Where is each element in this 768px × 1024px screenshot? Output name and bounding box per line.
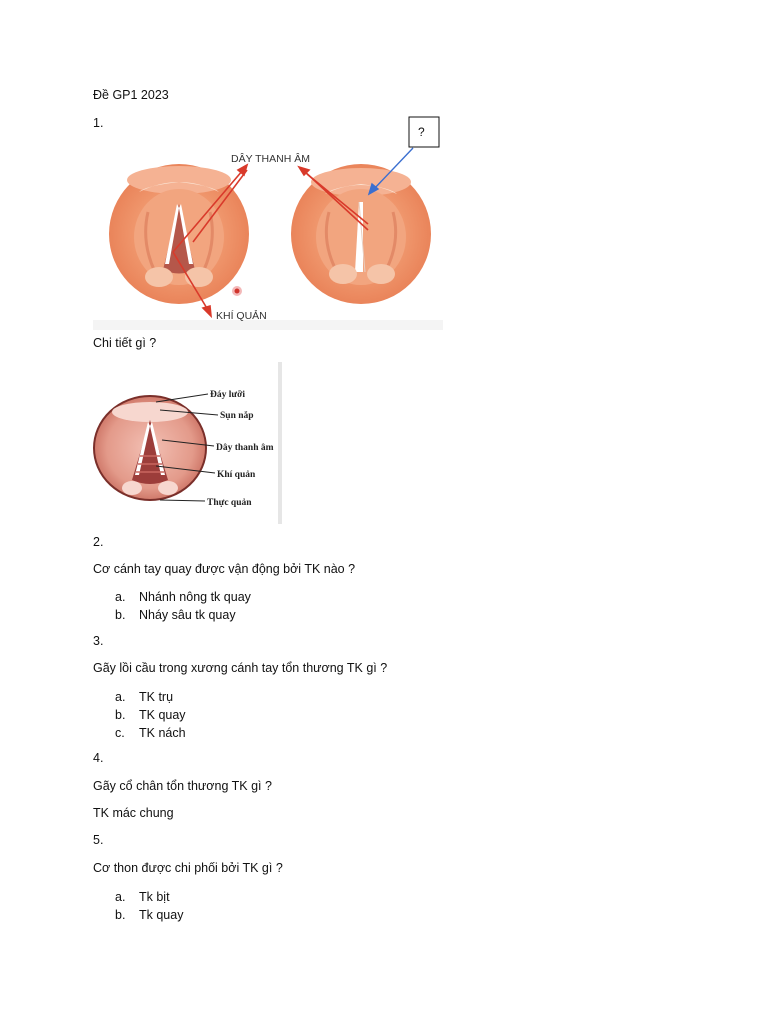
option-marker: c. bbox=[115, 726, 125, 740]
question-2-number: 2. bbox=[93, 535, 104, 549]
option-marker: b. bbox=[115, 608, 126, 622]
option-text: TK nách bbox=[139, 726, 186, 740]
labeled-larynx-figure bbox=[90, 360, 286, 526]
question-3-number: 3. bbox=[93, 634, 104, 648]
option-text: TK trụ bbox=[139, 690, 174, 704]
question-5-number: 5. bbox=[93, 833, 104, 847]
question-4-text: Gãy cổ chân tổn thương TK gì ? bbox=[93, 779, 272, 793]
question-box-label: ? bbox=[418, 125, 425, 139]
list-item bbox=[115, 888, 183, 906]
document-title: Đề GP1 2023 bbox=[93, 88, 169, 102]
question-3-text: Gãy lồi cầu trong xương cánh tay tổn thương TK gì ? bbox=[93, 661, 388, 675]
option-text: Nhánh nông tk quay bbox=[139, 590, 251, 604]
label-epiglottis: Sụn nắp bbox=[220, 411, 254, 421]
question-2-text: Cơ cánh tay quay được vận động bởi TK nào ? bbox=[93, 562, 356, 576]
question-1-text: Chi tiết gì ? bbox=[93, 336, 157, 350]
question-4-number: 4. bbox=[93, 751, 104, 765]
question-5-text: Cơ thon được chi phối bởi TK gì ? bbox=[93, 861, 283, 875]
option-marker: a. bbox=[115, 890, 126, 904]
larynx-open-illustration bbox=[109, 164, 249, 304]
vocal-cords-figure bbox=[93, 112, 443, 330]
label-esophagus: Thực quản bbox=[207, 498, 252, 508]
label-tongue-base: Đáy lưỡi bbox=[210, 390, 245, 400]
option-text: Tk quay bbox=[139, 908, 184, 922]
label-vocal-cords: Dây thanh âm bbox=[216, 443, 274, 453]
label-trachea: Khí quản bbox=[217, 470, 256, 480]
question-1-number: 1. bbox=[93, 116, 104, 130]
option-marker: b. bbox=[115, 708, 126, 722]
option-marker: b. bbox=[115, 908, 126, 922]
option-marker: a. bbox=[115, 690, 126, 704]
option-text: Tk bịt bbox=[139, 890, 170, 904]
list-item bbox=[115, 906, 183, 924]
list-item bbox=[115, 588, 251, 606]
figure1-label-top: DÂY THANH ÂM bbox=[231, 153, 310, 165]
list-item bbox=[115, 606, 251, 624]
question-3-options bbox=[115, 688, 186, 742]
question-4-answer: TK mác chung bbox=[93, 806, 174, 820]
list-item bbox=[115, 706, 186, 724]
list-item bbox=[115, 688, 186, 706]
question-5-options bbox=[115, 888, 183, 924]
larynx-closed-illustration bbox=[291, 164, 431, 304]
question-2-options bbox=[115, 588, 251, 624]
option-text: TK quay bbox=[139, 708, 186, 722]
option-text: Nháy sâu tk quay bbox=[139, 608, 236, 622]
option-marker: a. bbox=[115, 590, 126, 604]
figure1-label-bottom: KHÍ QUẢN bbox=[216, 310, 267, 322]
list-item bbox=[115, 724, 186, 742]
